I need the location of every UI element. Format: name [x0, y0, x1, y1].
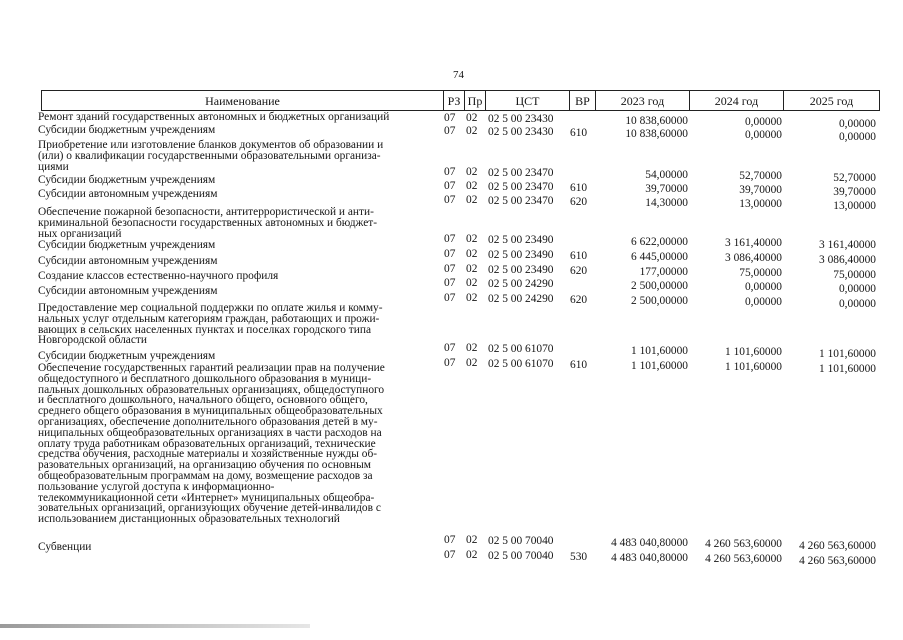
cell-pr: 02	[466, 357, 478, 370]
row-name-line: ных организаций	[38, 227, 122, 240]
row-name	[38, 140, 438, 172]
row-name-line: средства обучения, расходные материалы и хозяйственные нужды об-	[38, 448, 378, 461]
cell-2024: 1 101,60000	[725, 361, 782, 374]
cell-2025: 4 260 563,60000	[799, 555, 876, 567]
cell-2024: 39,70000	[739, 184, 782, 197]
cell-2024: 0,00000	[744, 116, 782, 129]
row-name-line: телекоммуникационной сети «Интернет» муниципальных общеобра-	[38, 491, 375, 504]
row-name-line: Субсидии бюджетным учреждениям	[38, 124, 216, 136]
cell-2025: 39,70000	[833, 186, 876, 198]
header-2024: 2024 год	[690, 91, 784, 111]
row-name-line: Субвенции	[38, 541, 92, 553]
cell-2025: 0,00000	[838, 131, 876, 143]
cell-cst: 02 5 00 24290	[488, 277, 554, 290]
cell-vr: 610	[570, 127, 588, 140]
cell-cst: 02 5 00 24290	[488, 292, 554, 305]
cell-rz: 07	[444, 357, 456, 369]
row-name-line: Обеспечение пожарной безопасности, антитеррористической и анти-	[38, 206, 374, 218]
header-pr: Пр	[465, 91, 486, 111]
cell-2024: 1 101,60000	[725, 346, 782, 359]
header-name: Наименование	[42, 91, 444, 111]
row-name-line: и бесплатного дошкольного, начального общего, основного общего,	[38, 394, 368, 407]
row-name	[38, 271, 438, 282]
row-name-line: оплату труда работникам образовательных организаций, технические	[38, 437, 376, 450]
row-name-line: Субсидии бюджетным учреждениям	[38, 174, 216, 186]
cell-cst: 02 5 00 23470	[488, 180, 554, 193]
row-name-line: криминальной безопасности государственных автономных и бюджет-	[38, 216, 378, 229]
row-name	[38, 207, 438, 239]
row-name-line: разовательных организаций, на организацию обучения по основным	[38, 459, 371, 472]
row-name-line: нальных услуг отдельным категориям граждан, работающих и прожи-	[38, 312, 380, 325]
cell-rz: 07	[444, 194, 456, 206]
row-name-line: пальных дошкольных образовательных организациях, общедоступного	[38, 383, 385, 396]
cell-rz: 07	[444, 112, 456, 124]
cell-cst: 02 5 00 23490	[488, 248, 554, 261]
row-name	[38, 363, 438, 525]
cell-cst: 02 5 00 23430	[488, 125, 554, 138]
cell-pr: 02	[466, 166, 478, 179]
row-name-line: использованием дистанционных образовательных технологий	[38, 513, 340, 526]
row-name-line: вающих в сельских населенных пунктах и поселках городского типа	[38, 323, 372, 336]
row-name-line: Создание классов естественно-научного профиля	[38, 270, 279, 282]
cell-pr: 02	[466, 233, 478, 246]
cell-pr: 02	[466, 112, 478, 125]
cell-vr: 620	[570, 265, 588, 278]
row-name	[38, 256, 438, 267]
row-name-line: Субсидии бюджетным учреждениям	[38, 239, 216, 251]
cell-2023: 1 101,60000	[631, 359, 688, 372]
row-name-line: общеобразовательным программам на дому, возмещение расходов за	[38, 469, 373, 482]
cell-vr: 610	[570, 182, 588, 195]
cell-2025: 4 260 563,60000	[799, 540, 876, 552]
cell-pr: 02	[466, 180, 478, 193]
row-name-line: циями	[38, 160, 69, 173]
row-name-line: Предоставление мер социальной поддержки по оплате жилья и комму-	[38, 302, 383, 314]
row-name	[38, 112, 438, 123]
cell-rz: 07	[444, 125, 456, 137]
cell-pr: 02	[466, 292, 478, 305]
cell-2023: 2 500,00000	[631, 294, 688, 307]
row-name	[38, 303, 438, 346]
cell-pr: 02	[466, 549, 478, 562]
cell-2024: 75,00000	[739, 267, 782, 280]
cell-2024: 4 260 563,60000	[705, 553, 782, 566]
cell-2023: 4 483 040,80000	[611, 536, 688, 549]
cell-2024: 0,00000	[744, 296, 782, 309]
cell-2023: 10 838,60000	[625, 114, 688, 127]
cell-2024: 3 086,40000	[725, 252, 782, 265]
row-name-line: Субсидии бюджетным учреждениям	[38, 350, 216, 362]
cell-2025: 0,00000	[838, 298, 876, 310]
cell-2023: 6 445,00000	[631, 250, 688, 263]
row-name	[38, 542, 438, 553]
header-2025: 2025 год	[784, 91, 880, 111]
cell-cst: 02 5 00 70040	[488, 534, 554, 547]
cell-2024: 13,00000	[739, 198, 782, 211]
cell-rz: 07	[444, 292, 456, 304]
cell-cst: 02 5 00 70040	[488, 549, 554, 562]
row-name-line: Субсидии автономным учреждениям	[38, 255, 218, 267]
cell-vr: 620	[570, 196, 588, 209]
cell-2024: 0,00000	[744, 129, 782, 142]
row-name-line: организациях, обеспечение дополнительного образования детей в му-	[38, 415, 378, 428]
row-name-line: Ремонт зданий государственных автономных и бюджетных организаций	[38, 111, 390, 123]
cell-pr: 02	[466, 342, 478, 355]
row-name-line: ниципальных общеобразовательных организациях в части расходов на	[38, 426, 382, 439]
cell-2024: 4 260 563,60000	[705, 538, 782, 551]
cell-cst: 02 5 00 23470	[488, 194, 554, 207]
cell-pr: 02	[466, 125, 478, 138]
cell-2024: 52,70000	[739, 170, 782, 183]
cell-cst: 02 5 00 23430	[488, 112, 554, 125]
scan-edge-mark	[0, 624, 310, 628]
row-name-line: Приобретение или изготовление бланков документов об образовании и	[38, 139, 384, 151]
cell-vr: 530	[570, 551, 588, 564]
cell-2024: 3 161,40000	[725, 237, 782, 250]
cell-rz: 07	[444, 277, 456, 289]
header-vr: ВР	[570, 91, 596, 111]
cell-2023: 2 500,00000	[631, 279, 688, 292]
page-number: 74	[453, 69, 464, 81]
cell-pr: 02	[466, 534, 478, 547]
cell-pr: 02	[466, 194, 478, 207]
cell-vr: 610	[570, 359, 588, 372]
cell-rz: 07	[444, 180, 456, 192]
row-name	[38, 175, 438, 186]
row-name-line: (или) о квалификации государственными образовательными организа-	[38, 149, 381, 162]
cell-2025: 3 086,40000	[819, 254, 876, 266]
cell-2023: 54,00000	[645, 168, 688, 181]
row-name	[38, 125, 438, 136]
cell-2023: 6 622,00000	[631, 235, 688, 248]
cell-pr: 02	[466, 263, 478, 276]
header-rz: РЗ	[444, 91, 465, 111]
cell-vr: 620	[570, 294, 588, 307]
row-name	[38, 240, 438, 251]
cell-rz: 07	[444, 166, 456, 178]
cell-2025: 0,00000	[838, 118, 876, 130]
cell-rz: 07	[444, 534, 456, 546]
cell-2024: 0,00000	[744, 281, 782, 294]
row-name-line: общедоступного и бесплатного дошкольного образования в муници-	[38, 372, 372, 385]
cell-cst: 02 5 00 61070	[488, 342, 554, 355]
row-name-line: Новгородской области	[38, 334, 147, 347]
cell-2023: 10 838,60000	[625, 127, 688, 140]
cell-2025: 13,00000	[833, 200, 876, 212]
header-2023: 2023 год	[596, 91, 690, 111]
row-name-line: Обеспечение государственных гарантий реализации прав на получение	[38, 362, 385, 374]
cell-cst: 02 5 00 23470	[488, 166, 554, 179]
cell-vr: 610	[570, 250, 588, 263]
cell-cst: 02 5 00 23490	[488, 263, 554, 276]
row-name-line: пользование услугой доступа к информационно-	[38, 480, 275, 493]
row-name	[38, 189, 438, 200]
cell-2025: 1 101,60000	[819, 363, 876, 375]
row-name-line: среднего общего образования в муниципальных общеобразовательных	[38, 405, 383, 418]
cell-cst: 02 5 00 23490	[488, 233, 554, 246]
cell-2023: 1 101,60000	[631, 344, 688, 357]
cell-rz: 07	[444, 233, 456, 245]
cell-2023: 4 483 040,80000	[611, 551, 688, 564]
row-name-line: Субсидии автономным учреждениям	[38, 188, 218, 200]
cell-rz: 07	[444, 549, 456, 561]
cell-2023: 14,30000	[645, 196, 688, 209]
cell-cst: 02 5 00 61070	[488, 357, 554, 370]
cell-rz: 07	[444, 342, 456, 354]
cell-rz: 07	[444, 263, 456, 275]
cell-2025: 75,00000	[833, 269, 876, 281]
cell-2023: 39,70000	[645, 182, 688, 195]
row-name	[38, 286, 438, 297]
cell-2025: 52,70000	[833, 172, 876, 184]
cell-2023: 177,00000	[639, 265, 688, 278]
row-name	[38, 351, 438, 362]
cell-2025: 3 161,40000	[819, 239, 876, 251]
cell-pr: 02	[466, 277, 478, 290]
cell-pr: 02	[466, 248, 478, 261]
cell-2025: 1 101,60000	[819, 348, 876, 360]
header-cst: ЦСТ	[486, 91, 570, 111]
cell-2025: 0,00000	[838, 283, 876, 295]
cell-rz: 07	[444, 248, 456, 260]
row-name-line: Субсидии автономным учреждениям	[38, 285, 218, 297]
row-name-line: зовательных организаций, организующих обучение детей-инвалидов с	[38, 502, 381, 515]
